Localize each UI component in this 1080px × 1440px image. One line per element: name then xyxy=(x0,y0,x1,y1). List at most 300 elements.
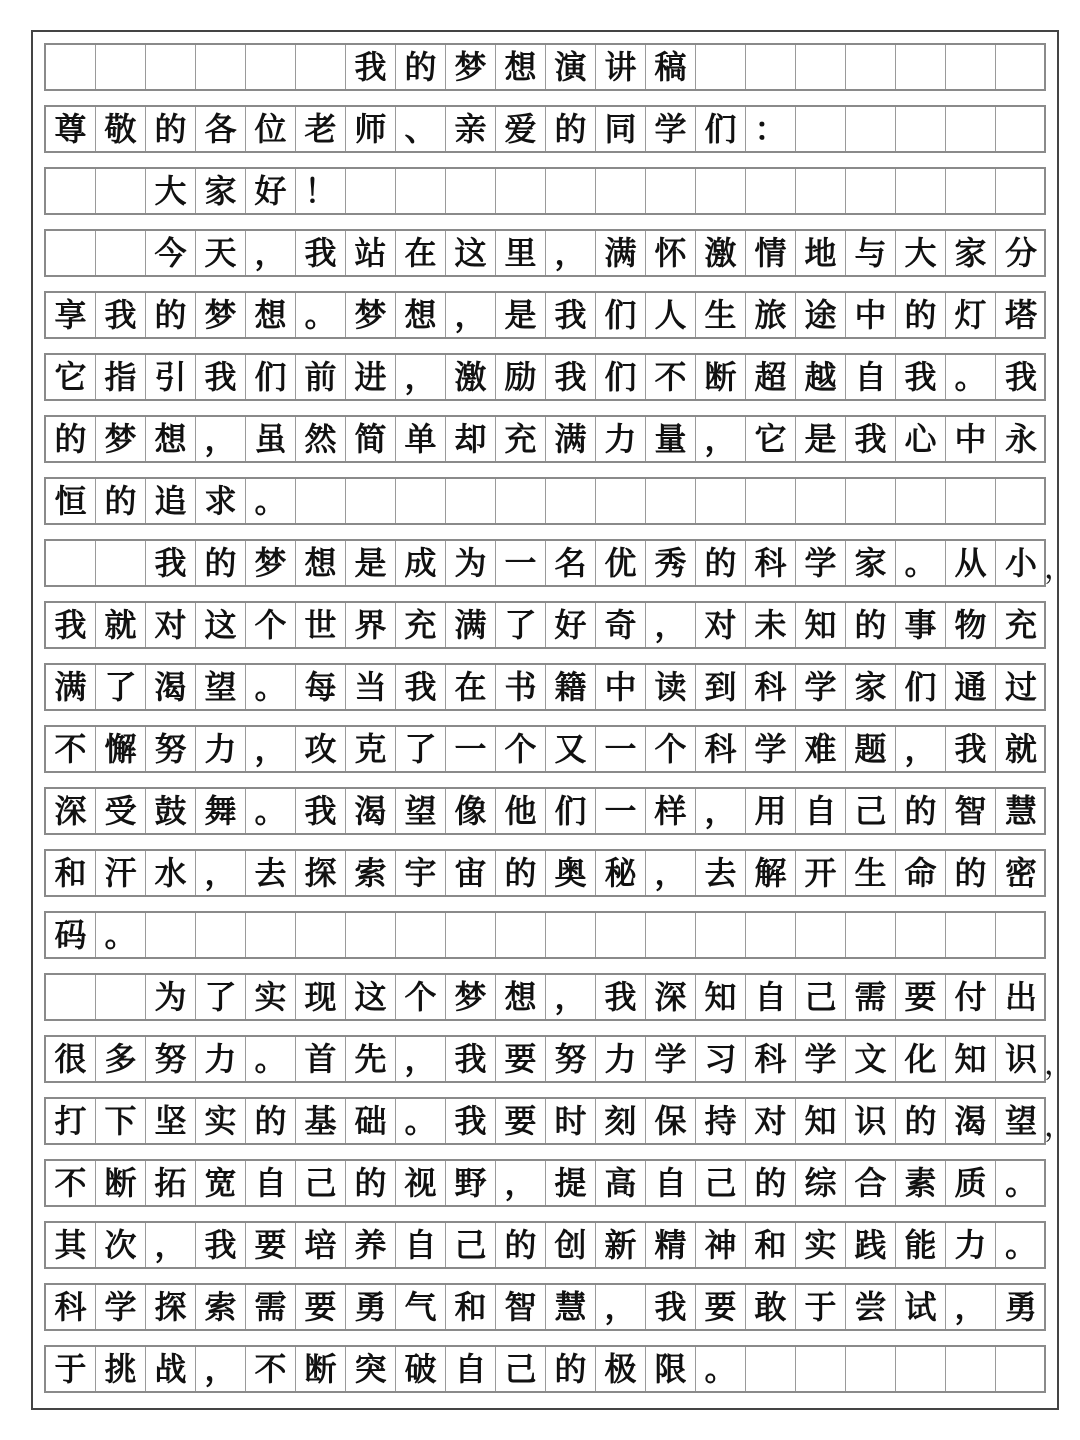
grid-cell: 。 xyxy=(896,541,946,585)
grid-cell: 慧 xyxy=(1004,792,1037,830)
grid-cell: 望 xyxy=(196,665,246,709)
grid-cell: 就 xyxy=(1004,730,1037,768)
grid-row xyxy=(44,1345,1046,1393)
grid-cell: 灯 xyxy=(946,293,996,337)
grid-cell: 读 xyxy=(646,665,696,709)
grid-cell: 里 xyxy=(496,231,546,275)
grid-cell xyxy=(896,169,946,213)
grid-cell: 生 xyxy=(846,851,896,895)
grid-cell: ： xyxy=(746,107,796,151)
grid-cell: 梦 xyxy=(446,45,496,89)
grid-cell: 梦 xyxy=(346,293,396,337)
grid-cell xyxy=(96,45,146,89)
grid-cell: ！ xyxy=(296,169,346,213)
grid-cell: 了 xyxy=(396,727,446,771)
grid-cell: 个 xyxy=(496,727,546,771)
grid-cell: 。 xyxy=(296,293,346,337)
grid-cell xyxy=(946,479,996,523)
grid-cell: 新 xyxy=(596,1223,646,1267)
grid-cell: 想 xyxy=(396,293,446,337)
grid-cell: 籍 xyxy=(546,665,596,709)
grid-cell: 的 xyxy=(496,851,546,895)
grid-cell: 学 xyxy=(796,665,846,709)
grid-cell: 小 xyxy=(1004,544,1037,582)
grid-cell xyxy=(146,913,196,957)
overflow-punctuation: ， xyxy=(1044,551,1074,586)
grid-cell: 梦 xyxy=(246,541,296,585)
grid-cell: 素 xyxy=(896,1161,946,1205)
grid-cell: 实 xyxy=(196,1099,246,1143)
grid-cell: 力 xyxy=(596,1037,646,1081)
grid-cell xyxy=(446,169,496,213)
grid-cell: 首 xyxy=(296,1037,346,1081)
grid-cell: 秀 xyxy=(646,541,696,585)
grid-cell: 然 xyxy=(296,417,346,461)
grid-cell: 勇 xyxy=(1004,1288,1037,1326)
grid-cell: 自 xyxy=(646,1161,696,1205)
grid-cell: 。 xyxy=(396,1099,446,1143)
grid-cell: 宽 xyxy=(196,1161,246,1205)
grid-cell: 质 xyxy=(946,1161,996,1205)
grid-cell: 保 xyxy=(646,1099,696,1143)
grid-cell: 指 xyxy=(96,355,146,399)
grid-cell: 我 xyxy=(196,1223,246,1267)
overflow-punctuation: ， xyxy=(1044,1047,1074,1082)
grid-cell xyxy=(896,1347,946,1391)
grid-cell xyxy=(96,231,146,275)
grid-cell: 解 xyxy=(746,851,796,895)
grid-cell: 气 xyxy=(396,1285,446,1329)
grid-cell xyxy=(346,169,396,213)
grid-cell: 需 xyxy=(846,975,896,1019)
grid-cell: 知 xyxy=(946,1037,996,1081)
grid-cell xyxy=(296,479,346,523)
grid-cell: 塔 xyxy=(1004,296,1037,334)
grid-cell: 识 xyxy=(846,1099,896,1143)
grid-cell: 于 xyxy=(46,1347,96,1391)
grid-cell: 超 xyxy=(746,355,796,399)
grid-cell: 、 xyxy=(396,107,446,151)
grid-cell: ， xyxy=(596,1285,646,1329)
grid-cell: 实 xyxy=(796,1223,846,1267)
grid-cell: 己 xyxy=(496,1347,546,1391)
grid-cell: ， xyxy=(146,1223,196,1267)
grid-cell: 大 xyxy=(146,169,196,213)
grid-cell: 的 xyxy=(896,1099,946,1143)
grid-cell: 想 xyxy=(146,417,196,461)
grid-cell: 出 xyxy=(1004,978,1037,1016)
grid-cell: 综 xyxy=(796,1161,846,1205)
grid-cell: ， xyxy=(196,1347,246,1391)
grid-cell: 好 xyxy=(546,603,596,647)
grid-cell: 梦 xyxy=(96,417,146,461)
grid-cell: 我 xyxy=(46,603,96,647)
grid-cell: 永 xyxy=(1004,420,1037,458)
grid-cell: 生 xyxy=(696,293,746,337)
grid-cell: 化 xyxy=(896,1037,946,1081)
grid-cell: 们 xyxy=(246,355,296,399)
grid-cell: 我 xyxy=(296,231,346,275)
grid-cell: 想 xyxy=(496,975,546,1019)
grid-cell: 文 xyxy=(846,1037,896,1081)
grid-cell: 的 xyxy=(896,789,946,833)
grid-cell: 前 xyxy=(296,355,346,399)
grid-cell xyxy=(496,169,546,213)
grid-cell: 今 xyxy=(146,231,196,275)
grid-cell: 合 xyxy=(846,1161,896,1205)
grid-cell: 需 xyxy=(246,1285,296,1329)
grid-cell: 去 xyxy=(246,851,296,895)
grid-row xyxy=(44,43,1046,91)
grid-row xyxy=(44,415,1046,463)
grid-cell: 力 xyxy=(196,1037,246,1081)
grid-row xyxy=(44,601,1046,649)
grid-cell: 充 xyxy=(396,603,446,647)
grid-cell: 时 xyxy=(546,1099,596,1143)
grid-cell: 引 xyxy=(146,355,196,399)
grid-cell: 舞 xyxy=(196,789,246,833)
grid-cell xyxy=(246,913,296,957)
grid-cell: 学 xyxy=(96,1285,146,1329)
grid-cell: 。 xyxy=(246,665,296,709)
grid-cell: ， xyxy=(896,727,946,771)
grid-cell xyxy=(196,913,246,957)
grid-cell: 试 xyxy=(896,1285,946,1329)
grid-cell: 付 xyxy=(946,975,996,1019)
grid-cell: 断 xyxy=(96,1161,146,1205)
grid-cell: 我 xyxy=(396,665,446,709)
grid-cell: 。 xyxy=(696,1347,746,1391)
grid-cell: 能 xyxy=(896,1223,946,1267)
grid-cell: 视 xyxy=(396,1161,446,1205)
grid-cell xyxy=(696,45,746,89)
grid-cell xyxy=(596,169,646,213)
grid-cell: 了 xyxy=(96,665,146,709)
grid-cell: 享 xyxy=(46,293,96,337)
grid-cell: 渴 xyxy=(946,1099,996,1143)
grid-cell: 实 xyxy=(246,975,296,1019)
grid-cell: 渴 xyxy=(346,789,396,833)
grid-cell: 科 xyxy=(696,727,746,771)
grid-cell: 力 xyxy=(946,1223,996,1267)
grid-cell xyxy=(546,169,596,213)
grid-cell: 自 xyxy=(746,975,796,1019)
grid-cell xyxy=(796,45,846,89)
grid-cell: 鼓 xyxy=(146,789,196,833)
grid-cell: 求 xyxy=(196,479,246,523)
grid-cell: 不 xyxy=(646,355,696,399)
grid-cell: 书 xyxy=(496,665,546,709)
grid-cell: 稿 xyxy=(646,45,696,89)
grid-cell: 其 xyxy=(46,1223,96,1267)
grid-cell: ， xyxy=(246,231,296,275)
grid-cell: 演 xyxy=(546,45,596,89)
grid-cell xyxy=(746,45,796,89)
grid-cell: 分 xyxy=(1004,234,1037,272)
grid-cell xyxy=(846,1347,896,1391)
grid-cell xyxy=(996,1347,1046,1391)
grid-cell: 索 xyxy=(196,1285,246,1329)
grid-cell: 站 xyxy=(346,231,396,275)
grid-cell: 拓 xyxy=(146,1161,196,1205)
grid-cell: 进 xyxy=(346,355,396,399)
grid-cell: 精 xyxy=(646,1223,696,1267)
grid-cell: 了 xyxy=(496,603,546,647)
grid-cell: 世 xyxy=(296,603,346,647)
grid-cell xyxy=(696,479,746,523)
grid-cell xyxy=(996,45,1046,89)
grid-cell: 智 xyxy=(496,1285,546,1329)
grid-cell: ， xyxy=(396,1037,446,1081)
grid-cell: 望 xyxy=(396,789,446,833)
grid-cell: 基 xyxy=(296,1099,346,1143)
grid-cell: 一 xyxy=(496,541,546,585)
grid-cell: 是 xyxy=(496,293,546,337)
grid-cell xyxy=(296,913,346,957)
grid-cell: 的 xyxy=(946,851,996,895)
grid-cell: 简 xyxy=(346,417,396,461)
grid-cell: 自 xyxy=(846,355,896,399)
grid-cell: 未 xyxy=(746,603,796,647)
grid-cell: 努 xyxy=(146,727,196,771)
grid-cell: 师 xyxy=(346,107,396,151)
grid-cell: ， xyxy=(546,231,596,275)
grid-cell: 一 xyxy=(596,727,646,771)
grid-cell xyxy=(346,479,396,523)
grid-cell: 个 xyxy=(646,727,696,771)
grid-cell: 命 xyxy=(896,851,946,895)
grid-cell: 大 xyxy=(896,231,946,275)
grid-cell xyxy=(946,1347,996,1391)
grid-cell: 刻 xyxy=(596,1099,646,1143)
grid-cell: 己 xyxy=(796,975,846,1019)
grid-cell: 激 xyxy=(696,231,746,275)
grid-cell xyxy=(296,45,346,89)
grid-cell: 现 xyxy=(296,975,346,1019)
grid-cell: 知 xyxy=(696,975,746,1019)
grid-cell: 他 xyxy=(496,789,546,833)
grid-cell: 家 xyxy=(946,231,996,275)
grid-cell: 家 xyxy=(196,169,246,213)
grid-cell: 秘 xyxy=(596,851,646,895)
grid-cell xyxy=(696,913,746,957)
grid-cell xyxy=(396,479,446,523)
grid-cell: 个 xyxy=(246,603,296,647)
grid-cell: 受 xyxy=(96,789,146,833)
grid-cell: 我 xyxy=(146,541,196,585)
grid-cell: 的 xyxy=(696,541,746,585)
grid-cell: 汗 xyxy=(96,851,146,895)
grid-cell xyxy=(496,479,546,523)
grid-cell: ， xyxy=(196,417,246,461)
grid-cell: 为 xyxy=(146,975,196,1019)
grid-cell xyxy=(896,913,946,957)
grid-cell: 懈 xyxy=(96,727,146,771)
grid-cell: 知 xyxy=(796,603,846,647)
grid-cell: 这 xyxy=(346,975,396,1019)
grid-cell: 的 xyxy=(196,541,246,585)
grid-cell xyxy=(796,169,846,213)
grid-cell: 每 xyxy=(296,665,346,709)
grid-cell: 索 xyxy=(346,851,396,895)
grid-cell: 奥 xyxy=(546,851,596,895)
grid-cell: 学 xyxy=(646,1037,696,1081)
grid-cell: 用 xyxy=(746,789,796,833)
grid-cell: 们 xyxy=(696,107,746,151)
grid-cell: 追 xyxy=(146,479,196,523)
grid-cell: 的 xyxy=(146,293,196,337)
grid-cell: 的 xyxy=(246,1099,296,1143)
grid-cell xyxy=(546,479,596,523)
grid-cell xyxy=(46,45,96,89)
grid-row xyxy=(44,1159,1046,1207)
grid-cell: 题 xyxy=(846,727,896,771)
grid-cell: 勇 xyxy=(346,1285,396,1329)
grid-cell xyxy=(846,107,896,151)
grid-cell: 和 xyxy=(446,1285,496,1329)
grid-cell: 力 xyxy=(596,417,646,461)
grid-cell xyxy=(996,169,1046,213)
grid-cell: 事 xyxy=(896,603,946,647)
grid-row xyxy=(44,1283,1046,1331)
grid-cell xyxy=(796,107,846,151)
grid-cell: 宙 xyxy=(446,851,496,895)
grid-cell: ， xyxy=(696,417,746,461)
grid-cell xyxy=(946,107,996,151)
grid-cell: 我 xyxy=(596,975,646,1019)
grid-cell xyxy=(396,169,446,213)
grid-cell: 人 xyxy=(646,293,696,337)
grid-cell: 单 xyxy=(396,417,446,461)
grid-cell: 础 xyxy=(346,1099,396,1143)
grid-cell: 学 xyxy=(746,727,796,771)
grid-cell: 努 xyxy=(146,1037,196,1081)
grid-cell: 战 xyxy=(146,1347,196,1391)
grid-cell: 深 xyxy=(46,789,96,833)
grid-row xyxy=(44,229,1046,277)
grid-cell: 的 xyxy=(396,45,446,89)
grid-cell: 这 xyxy=(446,231,496,275)
grid-cell: 要 xyxy=(496,1037,546,1081)
grid-cell xyxy=(996,913,1046,957)
grid-cell: 敬 xyxy=(96,107,146,151)
grid-cell: 的 xyxy=(146,107,196,151)
grid-cell: 旅 xyxy=(746,293,796,337)
grid-cell: 就 xyxy=(96,603,146,647)
grid-cell: 中 xyxy=(596,665,646,709)
grid-cell xyxy=(146,45,196,89)
grid-cell xyxy=(896,107,946,151)
grid-cell: 要 xyxy=(246,1223,296,1267)
grid-cell: 了 xyxy=(196,975,246,1019)
grid-cell: 野 xyxy=(446,1161,496,1205)
grid-row xyxy=(44,787,1046,835)
grid-row xyxy=(44,849,1046,897)
grid-cell xyxy=(996,107,1046,151)
grid-cell: 我 xyxy=(1004,358,1037,396)
grid-cell xyxy=(96,169,146,213)
grid-cell xyxy=(96,975,146,1019)
grid-row xyxy=(44,477,1046,525)
grid-cell: 。 xyxy=(246,789,296,833)
grid-cell xyxy=(46,541,96,585)
grid-cell: 科 xyxy=(46,1285,96,1329)
grid-row xyxy=(44,539,1046,587)
grid-cell xyxy=(896,45,946,89)
grid-row xyxy=(44,1035,1046,1083)
grid-cell: 是 xyxy=(796,417,846,461)
grid-cell: 我 xyxy=(896,355,946,399)
grid-cell: 持 xyxy=(696,1099,746,1143)
grid-row xyxy=(44,725,1046,773)
grid-cell: 满 xyxy=(446,603,496,647)
grid-cell: 力 xyxy=(196,727,246,771)
grid-cell: ， xyxy=(396,355,446,399)
grid-cell: 于 xyxy=(796,1285,846,1329)
grid-cell: 充 xyxy=(1004,606,1037,644)
grid-cell: 践 xyxy=(846,1223,896,1267)
grid-cell: 从 xyxy=(946,541,996,585)
grid-cell: 一 xyxy=(446,727,496,771)
grid-cell: 和 xyxy=(746,1223,796,1267)
grid-cell: 水 xyxy=(146,851,196,895)
grid-cell xyxy=(596,479,646,523)
grid-cell: 当 xyxy=(346,665,396,709)
grid-cell: 物 xyxy=(946,603,996,647)
grid-cell: 难 xyxy=(796,727,846,771)
grid-cell: ， xyxy=(546,975,596,1019)
grid-cell: 对 xyxy=(746,1099,796,1143)
grid-cell: 满 xyxy=(596,231,646,275)
grid-row xyxy=(44,291,1046,339)
grid-cell xyxy=(646,479,696,523)
grid-cell: 们 xyxy=(546,789,596,833)
grid-cell: 的 xyxy=(346,1161,396,1205)
grid-cell xyxy=(796,479,846,523)
grid-cell xyxy=(796,913,846,957)
grid-cell xyxy=(846,913,896,957)
grid-cell: 科 xyxy=(746,665,796,709)
grid-cell: ， xyxy=(246,727,296,771)
grid-cell: 下 xyxy=(96,1099,146,1143)
grid-cell: 各 xyxy=(196,107,246,151)
grid-cell: 探 xyxy=(296,851,346,895)
grid-cell: 虽 xyxy=(246,417,296,461)
grid-cell: 去 xyxy=(696,851,746,895)
grid-cell: 讲 xyxy=(596,45,646,89)
grid-cell: 我 xyxy=(546,355,596,399)
grid-cell: 高 xyxy=(596,1161,646,1205)
grid-cell: 断 xyxy=(296,1347,346,1391)
grid-cell: 天 xyxy=(196,231,246,275)
grid-cell: 通 xyxy=(946,665,996,709)
grid-cell: 我 xyxy=(296,789,346,833)
grid-cell: 优 xyxy=(596,541,646,585)
grid-cell: 尊 xyxy=(46,107,96,151)
grid-cell: 探 xyxy=(146,1285,196,1329)
grid-cell xyxy=(846,45,896,89)
grid-cell: 个 xyxy=(396,975,446,1019)
grid-cell: 我 xyxy=(346,45,396,89)
grid-cell: 破 xyxy=(396,1347,446,1391)
grid-cell: 挑 xyxy=(96,1347,146,1391)
grid-cell: 限 xyxy=(646,1347,696,1391)
grid-cell: 自 xyxy=(396,1223,446,1267)
grid-cell: 心 xyxy=(896,417,946,461)
grid-cell xyxy=(496,913,546,957)
grid-cell: 克 xyxy=(346,727,396,771)
grid-cell: 名 xyxy=(546,541,596,585)
